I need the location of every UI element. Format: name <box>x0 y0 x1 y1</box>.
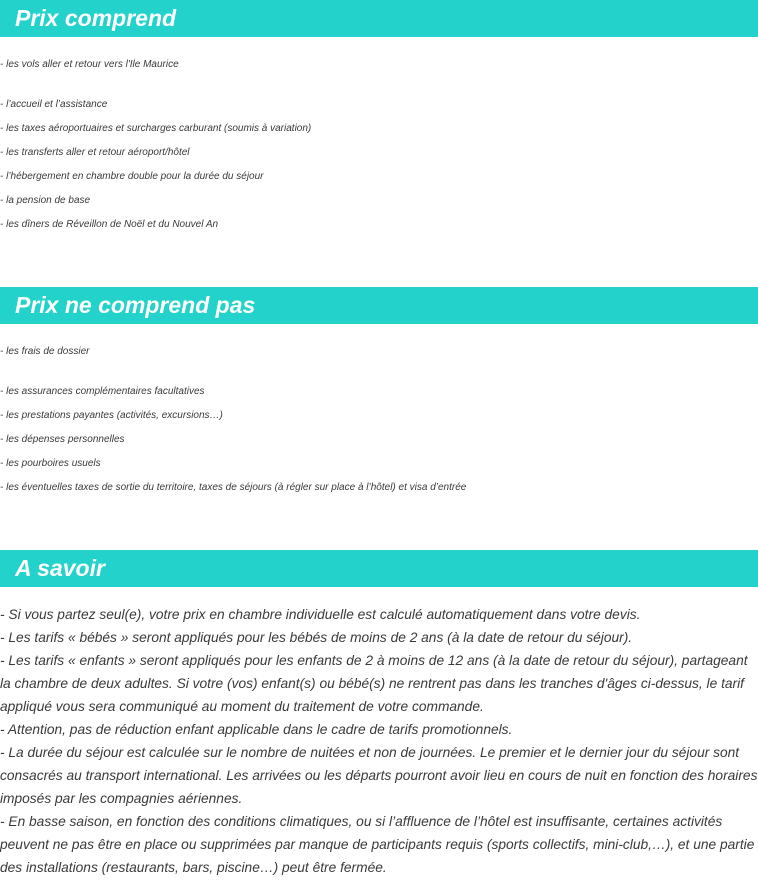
info-text <box>0 603 758 879</box>
list-item: - l’accueil et l’assistance <box>0 99 108 110</box>
list-item: - les transferts aller et retour aéroport/hôtel <box>0 147 190 158</box>
info-paragraph: - Si vous partez seul(e), votre prix en chambre individuelle est calculé automatiquement dans votre devis. <box>0 607 641 622</box>
info-paragraph: - Les tarifs « bébés » seront appliqués pour les bébés de moins de 2 ans (à la date de retour du séjour). <box>0 630 633 645</box>
spacer <box>0 77 758 93</box>
list-item: - les dîners de Réveillon de Noël et du Nouvel An <box>0 219 219 230</box>
section-title-includes: Prix comprend <box>15 5 177 31</box>
spacer <box>0 364 758 380</box>
info-paragraph: - Attention, pas de réduction enfant applicable dans le cadre de tarifs promotionnels. <box>0 722 513 737</box>
info-paragraph: - La durée du séjour est calculée sur le nombre de nuitées et non de journées. Le premier et le dernier jour du séjour sont consacrés au transport international. Les arrivées ou les départs pourront avoir lieu en cours de nuit en fonction des horaires imposés par les compagnies aériennes. <box>0 745 758 806</box>
list-item: - les taxes aéroportuaires et surcharges carburant (soumis à variation) <box>0 123 312 134</box>
info-paragraph: - En basse saison, en fonction des conditions climatiques, ou si l’affluence de l’hôtel est insuffisante, certaines activités peuvent ne pas être en place ou supprimées par manque de participants requis (sports collectifs, mini-club,…), et une partie des installations (restaurants, bars, piscine…) peut être fermée. <box>0 814 755 875</box>
section-header-includes <box>0 0 758 37</box>
list-item: - les pourboires usuels <box>0 458 101 469</box>
list-item: - les dépenses personnelles <box>0 434 125 445</box>
list-item: - les vols aller et retour vers l'Ile Maurice <box>0 59 179 70</box>
list-item: - la pension de base <box>0 195 91 206</box>
list-item: - les prestations payantes (activités, excursions…) <box>0 410 223 421</box>
info-paragraph: - Les tarifs « enfants » seront appliqués pour les enfants de 2 à moins de 12 ans (à la date de retour du séjour), partageant la chambre de deux adultes. Si votre (vos) enfant(s) ou bébé(s) ne rentrent pas dans les tranches d'âges ci-dessus, le tarif appliqué vous sera communiqué au moment du traitement de votre commande. <box>0 653 748 714</box>
section-title-excludes: Prix ne comprend pas <box>15 292 256 318</box>
list-item: - l’hébergement en chambre double pour la durée du séjour <box>0 171 264 182</box>
section-header-info <box>0 550 758 587</box>
section-title-info: A savoir <box>15 555 105 581</box>
section-header-excludes <box>0 287 758 324</box>
list-item: - les éventuelles taxes de sortie du territoire, taxes de séjours (à régler sur place à l’hôtel) et visa d’entrée <box>0 482 467 493</box>
excludes-list <box>0 340 758 500</box>
list-item: - les frais de dossier <box>0 346 90 357</box>
list-item: - les assurances complémentaires facultatives <box>0 386 205 397</box>
includes-list <box>0 53 758 237</box>
